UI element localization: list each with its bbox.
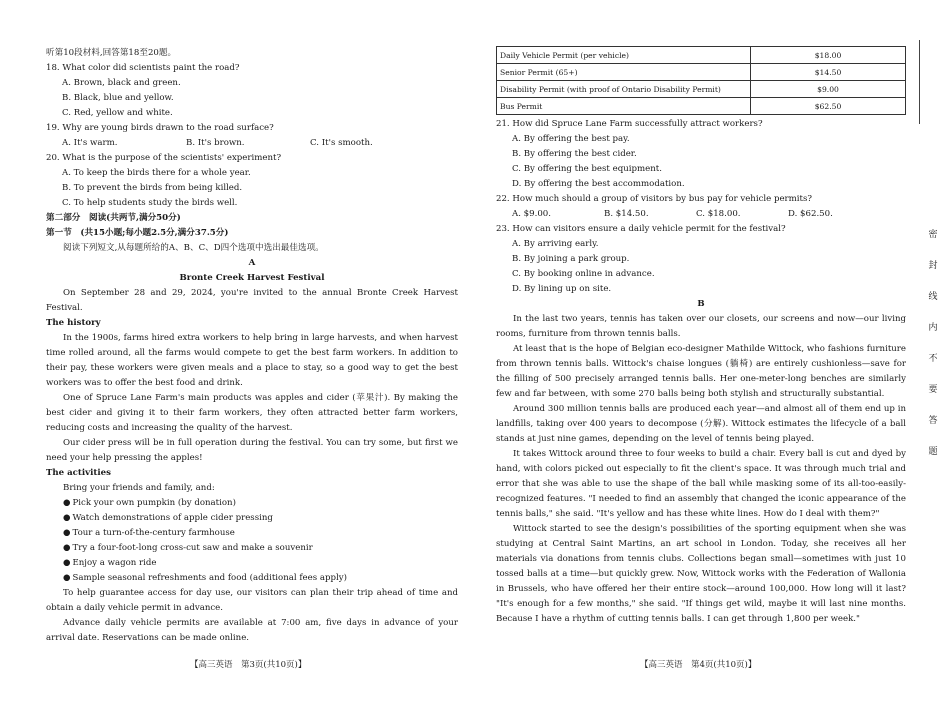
permit-paragraph-2: Advance daily vehicle permits are available at 7:00 am, five days in advance of your arrival date. Reservations can be made online. <box>46 618 458 643</box>
activities-intro: Bring your friends and family, and: <box>63 483 215 493</box>
table-row <box>497 47 906 64</box>
table-row <box>497 81 906 98</box>
binding-line <box>919 40 920 124</box>
activity-item: ● Sample seasonal refreshments and food (additional fees apply) <box>46 571 458 586</box>
question-18: 18. What color did scientists paint the road? <box>46 63 240 73</box>
seal-char: 题 <box>928 447 938 457</box>
q19-option-c: C. It's smooth. <box>310 138 373 148</box>
seal-char: 封 <box>928 261 938 271</box>
q22-option-d: D. $62.50. <box>788 209 833 219</box>
permit-price: $18.00 <box>751 47 906 64</box>
q21-option-c: C. By offering the best equipment. <box>512 164 662 174</box>
q20-option-b: B. To prevent the birds from being killed. <box>62 183 243 193</box>
q20-option-c: C. To help students study the birds well. <box>62 198 238 208</box>
seal-char: 要 <box>928 385 938 395</box>
seal-char: 密 <box>928 230 938 240</box>
history-paragraph-3: Our cider press will be in full operation during the festival. You can try some, but first we need your help pressing the apples! <box>46 438 458 463</box>
q18-option-b: B. Black, blue and yellow. <box>62 93 174 103</box>
question-20: 20. What is the purpose of the scientists' experiment? <box>46 153 282 163</box>
q21-option-b: B. By offering the best cider. <box>512 149 637 159</box>
q22-options <box>496 207 906 222</box>
passage-b-paragraph-4: It takes Wittock around three to four weeks to build a chair. Every ball is cut and dyed by hand, with colors picked out especially to fit the client's space. It was through much trial and error that she was able to use the shape of the ball while masking some of its all-too-easily-recognized features. "I needed to find an assembly that changed the iconic appearance of the tennis balls," she said. "It's yellow and has these white lines. How do I deal with them?" <box>496 449 906 519</box>
permit-type: Bus Permit <box>497 98 751 115</box>
listening-instruction: 听第10段材料,回答第18至20题。 <box>46 48 177 58</box>
left-column <box>46 46 458 646</box>
passage-a-title: Bronte Creek Harvest Festival <box>179 273 325 283</box>
intro-paragraph: On September 28 and 29, 2024, you're invited to the annual Bronte Creek Harvest Festival. <box>46 288 458 313</box>
question-21: 21. How did Spruce Lane Farm successfully attract workers? <box>496 119 763 129</box>
permit-price: $9.00 <box>751 81 906 98</box>
permit-type: Disability Permit (with proof of Ontario Disability Permit) <box>497 81 751 98</box>
history-heading: The history <box>46 318 101 328</box>
q20-option-a: A. To keep the birds there for a whole year. <box>62 168 251 178</box>
permit-table <box>496 46 906 115</box>
history-paragraph-1: In the 1900s, farms hired extra workers to help bring in large harvests, and when harvest time rolled around, all the farms would compete to get the best farm workers. In addition to their pay, these workers were given meals and a place to stay, so a good way to get the best workers was to offer the best food and drink. <box>46 333 458 388</box>
activity-item: ● Tour a turn-of-the-century farmhouse <box>46 526 458 541</box>
seal-char: 线 <box>928 292 938 302</box>
q19-options <box>46 136 458 151</box>
q22-option-c: C. $18.00. <box>696 209 741 219</box>
activity-item: ● Try a four-foot-long cross-cut saw and make a souvenir <box>46 541 458 556</box>
activities-heading: The activities <box>46 468 111 478</box>
q18-option-a: A. Brown, black and green. <box>62 78 181 88</box>
question-22: 22. How much should a group of visitors by bus pay for vehicle permits? <box>496 194 813 204</box>
question-23: 23. How can visitors ensure a daily vehicle permit for the festival? <box>496 224 786 234</box>
q19-option-a: A. It's warm. <box>62 138 118 148</box>
table-row <box>497 64 906 81</box>
seal-char: 内 <box>928 323 938 333</box>
permit-price: $14.50 <box>751 64 906 81</box>
permit-price: $62.50 <box>751 98 906 115</box>
part-two-heading: 第二部分 阅读(共两节,满分50分) <box>46 213 181 223</box>
permit-paragraph-1: To help guarantee access for day use, our visitors can plan their trip ahead of time and obtain a daily vehicle permit in advance. <box>46 588 458 613</box>
question-19: 19. Why are young birds drawn to the road surface? <box>46 123 274 133</box>
q23-option-d: D. By lining up on site. <box>512 284 612 294</box>
permit-type: Senior Permit (65+) <box>497 64 751 81</box>
history-paragraph-2: One of Spruce Lane Farm's main products was apples and cider (苹果汁). By making the best cider and giving it to their farm workers, they often attracted better farm workers, reducing costs and increasing the quality of the harvest. <box>46 393 458 433</box>
q18-option-c: C. Red, yellow and white. <box>62 108 173 118</box>
reading-instruction: 阅读下列短文,从每题所给的A、B、C、D四个选项中选出最佳选项。 <box>63 243 324 253</box>
q22-option-b: B. $14.50. <box>604 209 649 219</box>
passage-b-label: B <box>697 299 705 309</box>
activity-item: ● Watch demonstrations of apple cider pressing <box>46 511 458 526</box>
right-column <box>496 46 906 627</box>
q21-option-a: A. By offering the best pay. <box>512 134 630 144</box>
q22-option-a: A. $9.00. <box>512 209 552 219</box>
passage-a-label: A <box>248 258 256 268</box>
left-page-footer: 【高三英语 第3页(共10页)】 <box>190 660 307 670</box>
seal-char: 答 <box>928 416 938 426</box>
seal-char: 不 <box>928 354 938 364</box>
q23-option-b: B. By joining a park group. <box>512 254 630 264</box>
table-row <box>497 98 906 115</box>
activity-item: ● Pick your own pumpkin (by donation) <box>46 496 458 511</box>
permit-type: Daily Vehicle Permit (per vehicle) <box>497 47 751 64</box>
q19-option-b: B. It's brown. <box>186 138 245 148</box>
passage-b-paragraph-1: In the last two years, tennis has taken over our closets, our screens and now—our living rooms, furniture from thrown tennis balls. <box>496 314 906 339</box>
passage-b-paragraph-2: At least that is the hope of Belgian eco-designer Mathilde Wittock, who fashions furniture from thrown tennis balls. Wittock's chaise longues (躺椅) are entirely cushionless—save for the filling of 500 precisely arranged tennis balls. Her one-meter-long benches are similarly few and far between, with some 270 balls being both stylish and structurally substantial. <box>496 344 906 399</box>
activity-item: ● Enjoy a wagon ride <box>46 556 458 571</box>
section-one-heading: 第一节 (共15小题;每小题2.5分,满分37.5分) <box>46 228 229 238</box>
q21-option-d: D. By offering the best accommodation. <box>512 179 685 189</box>
seal-line-notice <box>926 228 940 476</box>
q23-option-a: A. By arriving early. <box>512 239 599 249</box>
passage-b-paragraph-5: Wittock started to see the design's possibilities of the sporting equipment when she was studying at Central Saint Martins, an art school in London. Today, she receives all her materials via donations from tennis clubs. Collections began small—sometimes with just 10 tossed balls at a time—but quickly grew. Now, Wittock works with the Federation of Wallonia in Brussels, who have offered her their entire stock—around 100,000. How long will it last? "It's enough for a few months," she said. "If things get wild, maybe it will last nine months. Because I have a rhythm of cutting tennis balls. I can get through 1,800 per week." <box>496 524 906 624</box>
q23-option-c: C. By booking online in advance. <box>512 269 655 279</box>
passage-b-paragraph-3: Around 300 million tennis balls are produced each year—and almost all of them end up in landfills, taking over 400 years to decompose (分解). Wittock estimates the lifecycle of a ball stands at just nine games, depending on the level of tennis being played. <box>496 404 906 444</box>
right-page-footer: 【高三英语 第4页(共10页)】 <box>640 660 757 670</box>
